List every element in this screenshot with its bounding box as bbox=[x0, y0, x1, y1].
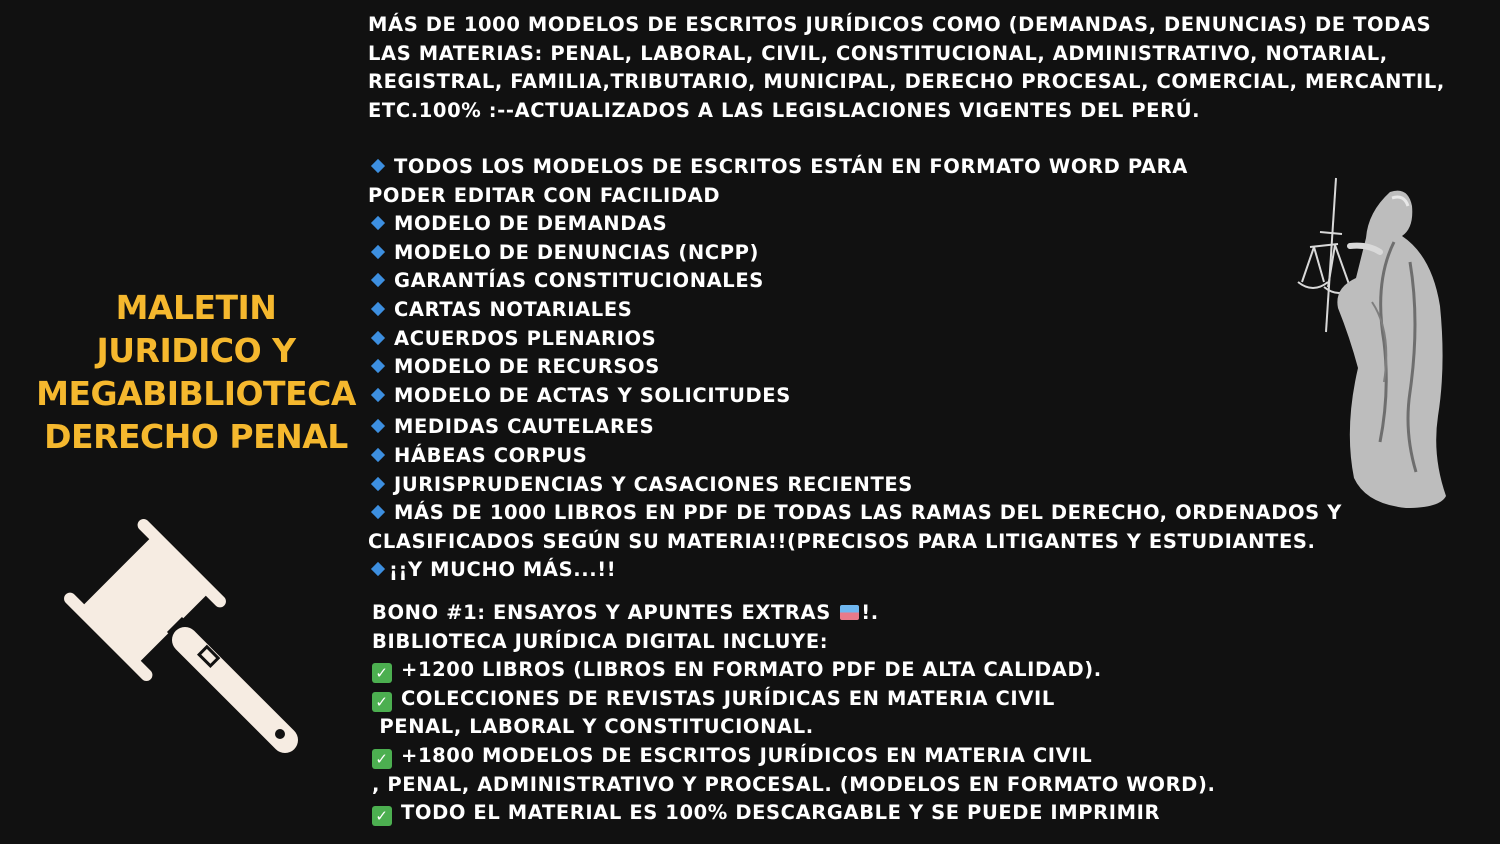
list-item: HÁBEAS CORPUS bbox=[368, 442, 1342, 471]
list-item: MODELO DE ACTAS Y SOLICITUDES bbox=[368, 382, 1342, 411]
list-item: ACUERDOS PLENARIOS bbox=[368, 325, 1342, 354]
title-line: JURIDICO Y bbox=[96, 331, 296, 370]
flag-emoji-icon bbox=[840, 605, 859, 620]
blue-diamond-icon bbox=[371, 419, 385, 433]
list-item: ¡¡Y MUCHO MÁS...!! bbox=[368, 556, 1342, 585]
bonus-section bbox=[372, 599, 1216, 828]
title-line: DERECHO PENAL bbox=[44, 417, 348, 456]
product-title bbox=[18, 286, 374, 458]
check-item: ✓ +1200 LIBROS (LIBROS EN FORMATO PDF DE ALTA CALIDAD). bbox=[372, 656, 1216, 685]
blue-diamond-icon bbox=[371, 388, 385, 402]
bonus-subheading: BIBLIOTECA JURÍDICA DIGITAL INCLUYE: bbox=[372, 629, 829, 653]
blue-diamond-icon bbox=[371, 245, 385, 259]
check-item-continuation: , PENAL, ADMINISTRATIVO Y PROCESAL. (MODELOS EN FORMATO WORD). bbox=[372, 772, 1216, 796]
list-item: JURISPRUDENCIAS Y CASACIONES RECIENTES bbox=[368, 471, 1342, 500]
check-item: ✓ +1800 MODELOS DE ESCRITOS JURÍDICOS EN MATERIA CIVIL bbox=[372, 742, 1216, 771]
check-item: ✓ TODO EL MATERIAL ES 100% DESCARGABLE Y SE PUEDE IMPRIMIR bbox=[372, 799, 1216, 828]
check-mark-icon: ✓ bbox=[372, 749, 392, 769]
list-item-continuation: CLASIFICADOS SEGÚN SU MATERIA!!(PRECISOS PARA LITIGANTES Y ESTUDIANTES. bbox=[368, 529, 1316, 553]
blue-diamond-icon bbox=[371, 448, 385, 462]
intro-line: ETC.100% :--ACTUALIZADOS A LAS LEGISLACIONES VIGENTES DEL PERÚ. bbox=[368, 98, 1201, 122]
list-item: MEDIDAS CAUTELARES bbox=[368, 413, 1342, 442]
list-item: MODELO DE DENUNCIAS (NCPP) bbox=[368, 239, 1342, 268]
list-item: MÁS DE 1000 LIBROS EN PDF DE TODAS LAS RAMAS DEL DERECHO, ORDENADOS Y bbox=[368, 499, 1342, 528]
blue-diamond-icon bbox=[371, 273, 385, 287]
intro-paragraph bbox=[368, 11, 1445, 125]
check-mark-icon: ✓ bbox=[372, 663, 392, 683]
title-line: MEGABIBLIOTECA bbox=[36, 374, 356, 413]
check-mark-icon: ✓ bbox=[372, 806, 392, 826]
gavel-icon bbox=[55, 505, 305, 755]
list-item: MODELO DE DEMANDAS bbox=[368, 210, 1342, 239]
blue-diamond-icon bbox=[371, 562, 385, 576]
list-item: TODOS LOS MODELOS DE ESCRITOS ESTÁN EN FORMATO WORD PARA bbox=[368, 153, 1342, 182]
check-item-continuation: PENAL, LABORAL Y CONSTITUCIONAL. bbox=[372, 715, 814, 739]
blue-diamond-icon bbox=[371, 216, 385, 230]
blue-diamond-icon bbox=[371, 330, 385, 344]
blue-diamond-icon bbox=[371, 302, 385, 316]
intro-line: REGISTRAL, FAMILIA,TRIBUTARIO, MUNICIPAL, DERECHO PROCESAL, COMERCIAL, MERCANTIL, bbox=[368, 70, 1445, 94]
intro-line: MÁS DE 1000 MODELOS DE ESCRITOS JURÍDICOS COMO (DEMANDAS, DENUNCIAS) DE TODAS bbox=[368, 13, 1432, 36]
check-item: ✓ COLECCIONES DE REVISTAS JURÍDICAS EN MATERIA CIVIL bbox=[372, 685, 1216, 714]
list-item: GARANTÍAS CONSTITUCIONALES bbox=[368, 267, 1342, 296]
feature-list bbox=[368, 153, 1342, 585]
blue-diamond-icon bbox=[371, 505, 385, 519]
intro-line: LAS MATERIAS: PENAL, LABORAL, CIVIL, CONSTITUCIONAL, ADMINISTRATIVO, NOTARIAL, bbox=[368, 41, 1388, 65]
check-mark-icon: ✓ bbox=[372, 692, 392, 712]
blue-diamond-icon bbox=[371, 159, 385, 173]
list-item: CARTAS NOTARIALES bbox=[368, 296, 1342, 325]
bonus-heading: BONO #1: ENSAYOS Y APUNTES EXTRAS !. bbox=[372, 601, 879, 624]
blue-diamond-icon bbox=[371, 476, 385, 490]
list-item: MODELO DE RECURSOS bbox=[368, 353, 1342, 382]
title-line: MALETIN bbox=[115, 288, 277, 327]
blue-diamond-icon bbox=[371, 359, 385, 373]
list-item-continuation: PODER EDITAR CON FACILIDAD bbox=[368, 183, 721, 207]
